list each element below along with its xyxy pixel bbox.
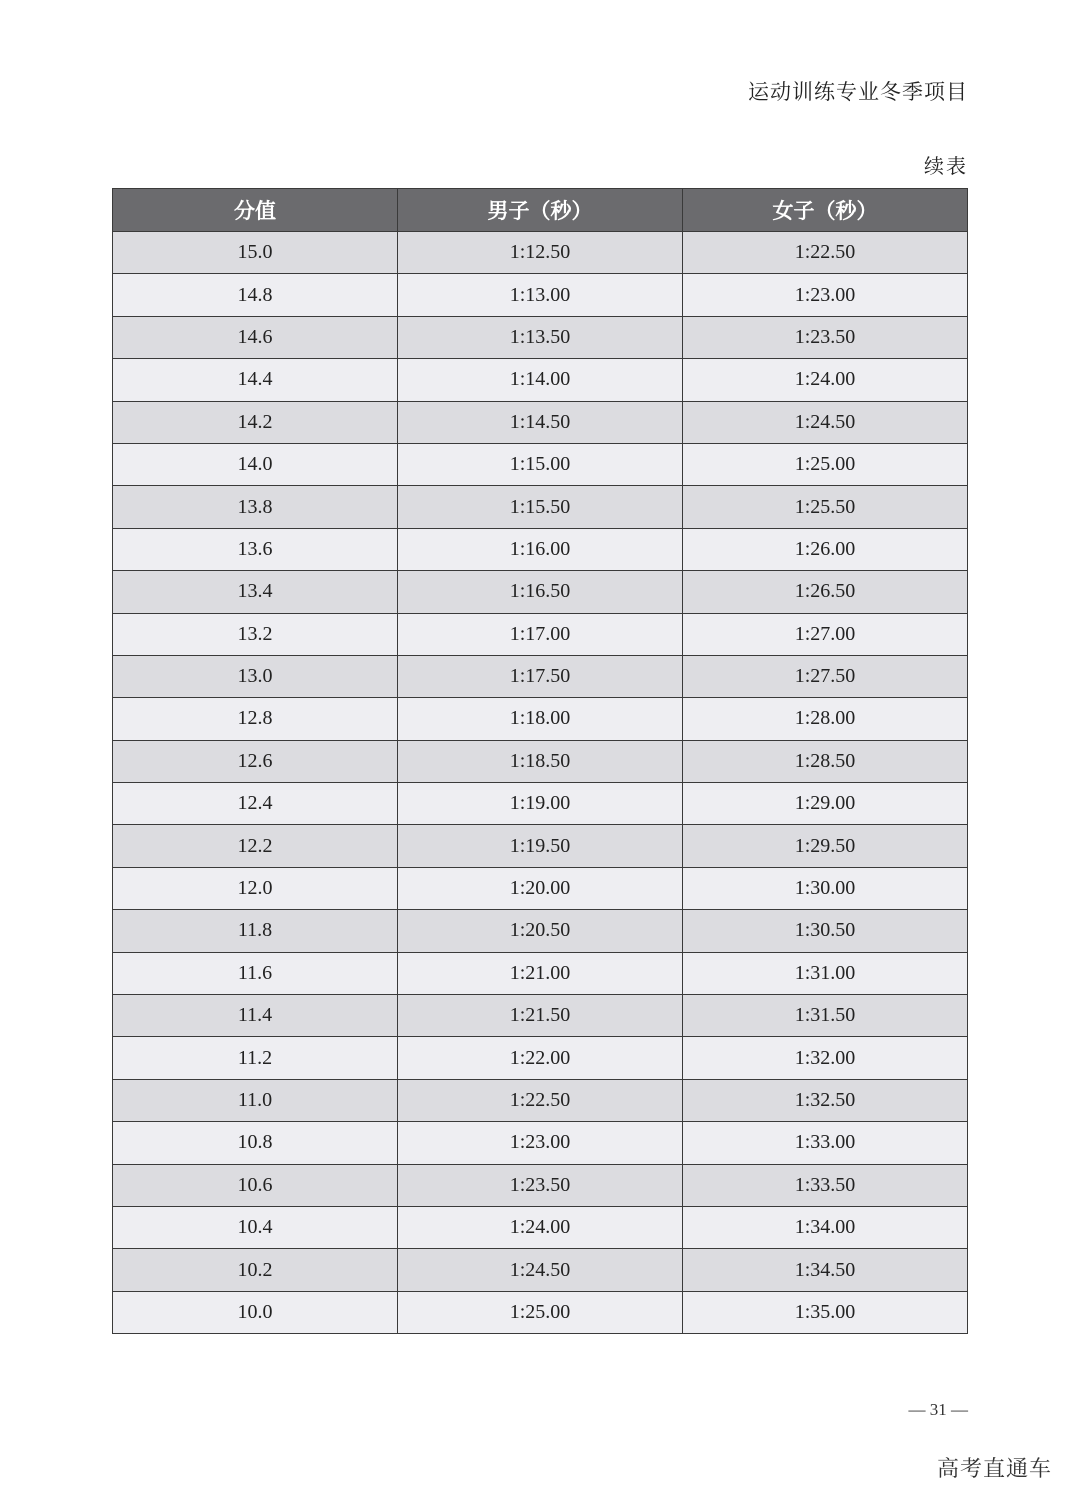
men-time-cell: 1:14.00 xyxy=(398,359,683,401)
score-cell: 14.8 xyxy=(113,274,398,316)
score-cell: 14.0 xyxy=(113,443,398,485)
score-cell: 11.4 xyxy=(113,995,398,1037)
women-time-cell: 1:32.00 xyxy=(683,1037,968,1079)
table-row xyxy=(113,1291,968,1333)
men-time-cell: 1:12.50 xyxy=(398,232,683,274)
table-row xyxy=(113,1206,968,1248)
table-row xyxy=(113,443,968,485)
table-row xyxy=(113,1079,968,1121)
women-time-cell: 1:22.50 xyxy=(683,232,968,274)
men-time-cell: 1:17.00 xyxy=(398,613,683,655)
women-time-cell: 1:29.00 xyxy=(683,783,968,825)
women-time-cell: 1:29.50 xyxy=(683,825,968,867)
score-cell: 13.8 xyxy=(113,486,398,528)
column-header-women: 女子（秒） xyxy=(683,189,968,232)
table-row xyxy=(113,1164,968,1206)
men-time-cell: 1:25.00 xyxy=(398,1291,683,1333)
table-row xyxy=(113,783,968,825)
table-row xyxy=(113,486,968,528)
women-time-cell: 1:28.00 xyxy=(683,698,968,740)
men-time-cell: 1:23.00 xyxy=(398,1122,683,1164)
table-row xyxy=(113,740,968,782)
table-body xyxy=(113,232,968,1334)
table-row xyxy=(113,359,968,401)
column-header-men: 男子（秒） xyxy=(398,189,683,232)
table-row xyxy=(113,316,968,358)
table-row xyxy=(113,910,968,952)
table-row xyxy=(113,1249,968,1291)
score-cell: 10.6 xyxy=(113,1164,398,1206)
continued-table-label: 续表 xyxy=(924,154,968,178)
women-time-cell: 1:34.50 xyxy=(683,1249,968,1291)
table-row xyxy=(113,825,968,867)
women-time-cell: 1:26.50 xyxy=(683,571,968,613)
score-cell: 12.8 xyxy=(113,698,398,740)
women-time-cell: 1:33.00 xyxy=(683,1122,968,1164)
document-header-title: 运动训练专业冬季项目 xyxy=(748,80,968,104)
men-time-cell: 1:24.50 xyxy=(398,1249,683,1291)
score-cell: 14.4 xyxy=(113,359,398,401)
table-row xyxy=(113,1122,968,1164)
men-time-cell: 1:15.50 xyxy=(398,486,683,528)
women-time-cell: 1:25.00 xyxy=(683,443,968,485)
men-time-cell: 1:16.50 xyxy=(398,571,683,613)
table-row xyxy=(113,995,968,1037)
men-time-cell: 1:22.00 xyxy=(398,1037,683,1079)
men-time-cell: 1:14.50 xyxy=(398,401,683,443)
women-time-cell: 1:27.00 xyxy=(683,613,968,655)
women-time-cell: 1:31.50 xyxy=(683,995,968,1037)
score-cell: 12.2 xyxy=(113,825,398,867)
women-time-cell: 1:28.50 xyxy=(683,740,968,782)
men-time-cell: 1:20.00 xyxy=(398,867,683,909)
score-cell: 11.6 xyxy=(113,952,398,994)
score-cell: 11.8 xyxy=(113,910,398,952)
men-time-cell: 1:18.50 xyxy=(398,740,683,782)
men-time-cell: 1:16.00 xyxy=(398,528,683,570)
men-time-cell: 1:23.50 xyxy=(398,1164,683,1206)
women-time-cell: 1:31.00 xyxy=(683,952,968,994)
score-cell: 14.2 xyxy=(113,401,398,443)
table-row xyxy=(113,867,968,909)
score-cell: 13.6 xyxy=(113,528,398,570)
score-cell: 10.2 xyxy=(113,1249,398,1291)
men-time-cell: 1:13.00 xyxy=(398,274,683,316)
women-time-cell: 1:30.00 xyxy=(683,867,968,909)
column-header-score: 分值 xyxy=(113,189,398,232)
score-cell: 13.4 xyxy=(113,571,398,613)
page-number: — 31 — xyxy=(908,1400,968,1419)
women-time-cell: 1:35.00 xyxy=(683,1291,968,1333)
women-time-cell: 1:24.50 xyxy=(683,401,968,443)
women-time-cell: 1:32.50 xyxy=(683,1079,968,1121)
women-time-cell: 1:27.50 xyxy=(683,655,968,697)
table-row xyxy=(113,571,968,613)
men-time-cell: 1:19.00 xyxy=(398,783,683,825)
score-cell: 10.4 xyxy=(113,1206,398,1248)
men-time-cell: 1:21.00 xyxy=(398,952,683,994)
women-time-cell: 1:23.00 xyxy=(683,274,968,316)
table-row xyxy=(113,613,968,655)
score-cell: 13.2 xyxy=(113,613,398,655)
women-time-cell: 1:24.00 xyxy=(683,359,968,401)
score-cell: 13.0 xyxy=(113,655,398,697)
score-cell: 15.0 xyxy=(113,232,398,274)
men-time-cell: 1:19.50 xyxy=(398,825,683,867)
score-cell: 12.0 xyxy=(113,867,398,909)
men-time-cell: 1:24.00 xyxy=(398,1206,683,1248)
score-cell: 14.6 xyxy=(113,316,398,358)
men-time-cell: 1:17.50 xyxy=(398,655,683,697)
table-row xyxy=(113,698,968,740)
score-cell: 12.4 xyxy=(113,783,398,825)
score-cell: 10.0 xyxy=(113,1291,398,1333)
men-time-cell: 1:18.00 xyxy=(398,698,683,740)
women-time-cell: 1:25.50 xyxy=(683,486,968,528)
score-table xyxy=(112,188,968,1334)
men-time-cell: 1:20.50 xyxy=(398,910,683,952)
men-time-cell: 1:15.00 xyxy=(398,443,683,485)
watermark-text: 高考直通车 xyxy=(936,1457,1052,1482)
score-cell: 11.2 xyxy=(113,1037,398,1079)
women-time-cell: 1:34.00 xyxy=(683,1206,968,1248)
table-row xyxy=(113,655,968,697)
score-cell: 12.6 xyxy=(113,740,398,782)
table-row xyxy=(113,952,968,994)
score-cell: 11.0 xyxy=(113,1079,398,1121)
women-time-cell: 1:26.00 xyxy=(683,528,968,570)
women-time-cell: 1:23.50 xyxy=(683,316,968,358)
men-time-cell: 1:21.50 xyxy=(398,995,683,1037)
score-cell: 10.8 xyxy=(113,1122,398,1164)
table-row xyxy=(113,401,968,443)
table-row xyxy=(113,232,968,274)
men-time-cell: 1:22.50 xyxy=(398,1079,683,1121)
men-time-cell: 1:13.50 xyxy=(398,316,683,358)
table-row xyxy=(113,274,968,316)
women-time-cell: 1:33.50 xyxy=(683,1164,968,1206)
table-row xyxy=(113,1037,968,1079)
table-header-row xyxy=(113,189,968,232)
women-time-cell: 1:30.50 xyxy=(683,910,968,952)
table-row xyxy=(113,528,968,570)
